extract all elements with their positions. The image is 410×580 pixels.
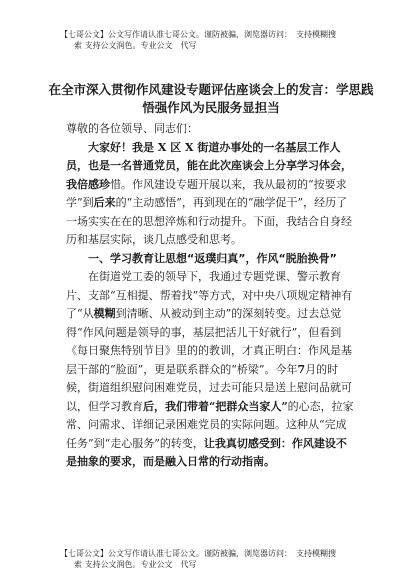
page-header [60,29,380,51]
page-footer [60,548,380,570]
document-body [66,120,356,472]
paragraph-intro [66,139,356,250]
intro-bold-text: 大家好！我是 X 区 X 街道办事处的一名基层工作人员，也是一名普通党员，能在此次座谈会上分享学习体会，我倍感珍 [66,140,352,191]
salutation: 尊敬的各位领导、同志们： [66,122,198,135]
paragraph-section-1 [66,268,356,472]
intro-bold-later: 后来 [93,196,116,209]
para2-text-2: 到清晰、从被动到主动”的深刻转变。过去总觉得“作风问题是领导的事，基层把活儿干好就行”，但看到《每日聚焦特别节目》里的的教训，才真正明白：作风是基层干部的“脸面”，更是联系群众的“桥梁”。今年 [66,307,352,376]
para2-bold-2: 7 [297,362,306,376]
para2-text-1: 在街道党工委的领导下，我通过专题党课、警示教育片、支部“互相提、帮着找”等方式，对中央八项规定精神有了“从 [66,270,353,320]
para2-text-3: 月的时候，街道组织慰问困难党员，过去可能只是送上慰问品就可以，但学习教育 [66,362,352,413]
footer-line-2: 索 支持公文润色。专业公文 代写 [74,560,197,569]
section-heading-1: 一、学习教育让思想“返璞归真”，作风“脱胎换骨” [88,251,337,265]
para2-text-4: 的心态，拉家常、问需求、详细记录困难党员的实际问题。这种从“完成任务”到“走心服务”的转变， [66,399,354,450]
intro-text: 惜。作风建设专题开展以来，我从最初的“按要求学”到 [66,177,347,209]
para2-bold-3: 后，我们带着“把群众当家人” [143,399,288,413]
intro-text-2: 的“主动感悟”，再到现在的“融学促干”，经历了一场实实在在的思想淬炼和行动提升。下面，我结合自身经历和基层实际，谈几点感受和思考。 [66,196,352,246]
para2-bold-1: 模糊 [93,307,116,320]
header-line-2: 索 支持公文润色。专业公文 代写 [74,41,197,50]
footer-line-1: 【七哥公文】公文写作请认准七哥公文。谨防被骗，浏览器访问： 支持模糊搜 [60,549,336,558]
header-line-1: 【七哥公文】公文写作请认准七哥公文。谨防被骗，浏览器访问： 支持模糊搜 [60,30,336,39]
para2-bold-4: 让我真切感受到：作风建设不是抽象的要求，而是融入日常的行动指南。 [66,436,347,468]
document-title: 在全市深入贯彻作风建设专题评估座谈会上的发言：学思践悟强作风为民服务显担当 [48,82,374,115]
